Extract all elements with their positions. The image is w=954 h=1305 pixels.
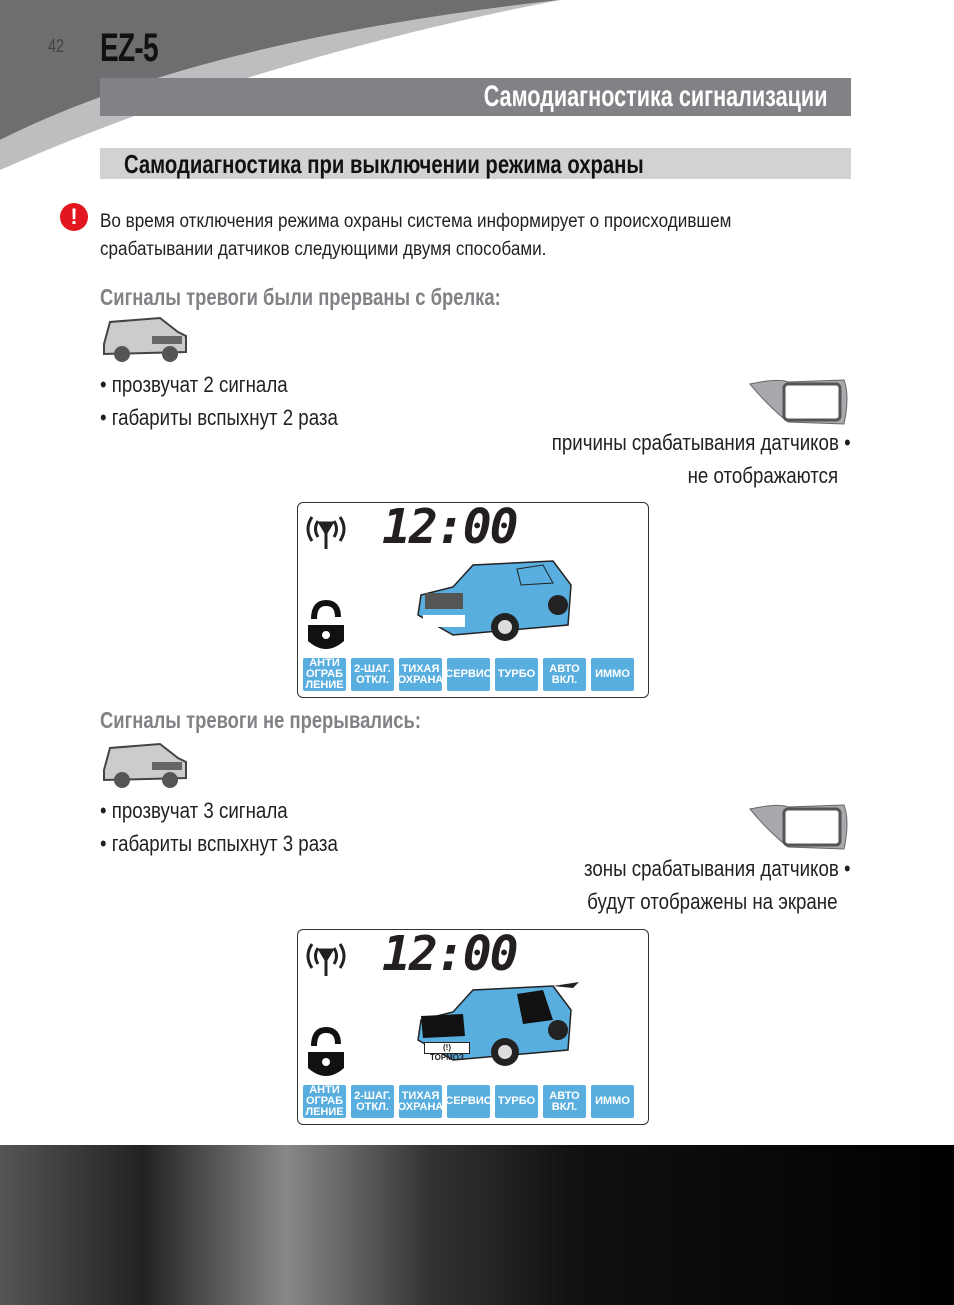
right-note: будут отображены на экране xyxy=(587,889,838,914)
silent-arm-indicator: ТИХАЯ ОХРАНА xyxy=(399,658,442,691)
lcd-display xyxy=(297,926,649,1125)
key-fob-icon xyxy=(748,376,852,428)
turbo-indicator: ТУРБО xyxy=(495,658,538,691)
lcd-clock: 12:00 xyxy=(382,499,517,555)
subsection-header-bar xyxy=(100,148,851,179)
unlocked-padlock-icon xyxy=(304,599,348,655)
turbo-indicator: ТУРБО xyxy=(495,1085,538,1118)
anti-robbery-indicator: АНТИ ОГРАБ ЛЕНИЕ xyxy=(303,1085,346,1118)
bullet-item: • прозвучат 3 сигнала xyxy=(100,798,288,823)
lcd-clock: 12:00 xyxy=(382,926,517,982)
service-wrench-indicator: СЕРВИС xyxy=(447,1085,490,1118)
bullet-item: • габариты вспыхнут 2 раза xyxy=(100,405,338,430)
bullet-item: • прозвучат 2 сигнала xyxy=(100,372,288,397)
lcd-function-icons xyxy=(303,1085,634,1118)
section-heading: Сигналы тревоги были прерваны с брелка: xyxy=(100,284,501,310)
brake-indicator: (!) ТОРМОЗ xyxy=(424,1042,470,1054)
right-note: причины срабатывания датчиков • xyxy=(552,430,851,455)
auto-arm-indicator: АВТО ВКЛ. xyxy=(543,658,586,691)
exclamation-icon: ! xyxy=(60,203,88,231)
brand-logo: EZ-5 xyxy=(100,26,158,70)
lcd-function-icons xyxy=(303,658,634,691)
car-lights-icon xyxy=(100,314,188,364)
unlocked-padlock-icon xyxy=(304,1026,348,1082)
silent-arm-indicator: ТИХАЯ ОХРАНА xyxy=(399,1085,442,1118)
two-step-disarm-indicator: 2-ШАГ. ОТКЛ. xyxy=(351,1085,394,1118)
immobilizer-indicator: ИММО xyxy=(591,658,634,691)
immobilizer-indicator: ИММО xyxy=(591,1085,634,1118)
key-fob-icon xyxy=(748,801,852,853)
subsection-title: Самодиагностика при выключении режима охраны xyxy=(124,149,644,179)
intro-text: Во время отключения режима охраны система информирует о происходившем срабатывании датчиков следующими двумя способами. xyxy=(100,211,732,260)
right-note: не отображаются xyxy=(687,463,838,488)
car-lights-icon xyxy=(100,740,188,790)
antenna-icon xyxy=(304,511,348,551)
bullet-item: • габариты вспыхнут 3 раза xyxy=(100,831,338,856)
section-heading: Сигналы тревоги не прерывались: xyxy=(100,707,421,733)
service-wrench-indicator: СЕРВИС xyxy=(447,658,490,691)
two-step-disarm-indicator: 2-ШАГ. ОТКЛ. xyxy=(351,658,394,691)
page-number: 42 xyxy=(48,36,65,56)
lcd-display xyxy=(297,499,649,698)
section-title: Самодиагностика сигнализации xyxy=(483,80,827,113)
footer-photo-band xyxy=(0,1145,954,1305)
antenna-icon xyxy=(304,938,348,978)
anti-robbery-indicator: АНТИ ОГРАБ ЛЕНИЕ xyxy=(303,658,346,691)
car-icon xyxy=(413,555,573,645)
section-header-bar xyxy=(100,78,851,116)
right-note: зоны срабатывания датчиков • xyxy=(584,856,851,881)
auto-arm-indicator: АВТО ВКЛ. xyxy=(543,1085,586,1118)
